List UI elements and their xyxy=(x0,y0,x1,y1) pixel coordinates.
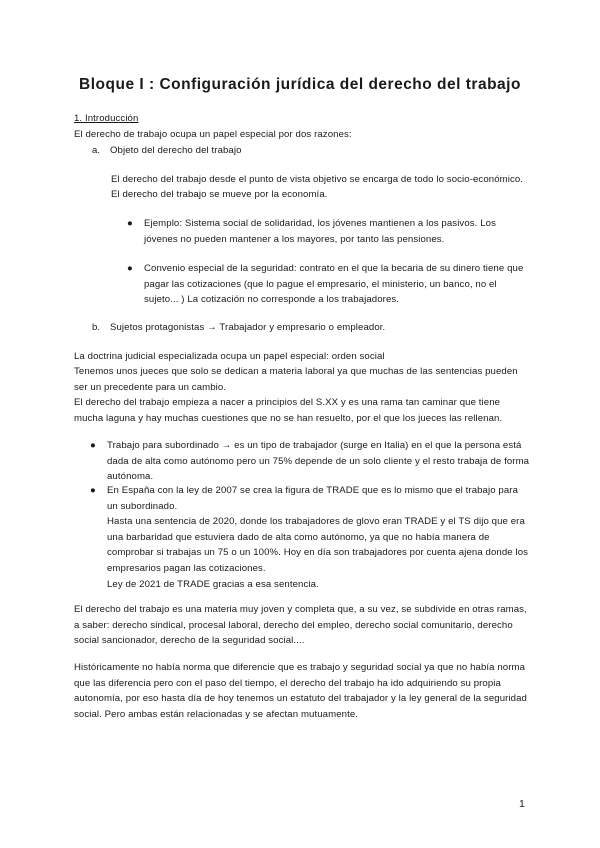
section-heading: 1. Introducción xyxy=(74,113,139,124)
doctrine-text-2: El derecho del trabajo empieza a nacer a principios del S.XX y es una rama tan caminar que tiene mucha laguna y hay muchas cuestiones que no se han resuelto, por el que los jueces las rellenan. xyxy=(74,397,503,424)
bullet-dot-icon: ● xyxy=(90,485,96,496)
list-item-a-label: Objeto del derecho del trabajo xyxy=(110,145,242,156)
page-number: 1 xyxy=(519,798,525,810)
bullet-dot-icon: ● xyxy=(90,440,96,451)
trade-bullet-1 xyxy=(90,438,530,485)
doctrine-text-1: Tenemos unos jueces que solo se dedican a materia laboral ya que muchas de las sentencias pueden ser un precedente para un cambio. xyxy=(74,366,518,393)
list-marker-b: b. xyxy=(92,322,101,333)
intro-text: El derecho de trabajo ocupa un papel especial por dos razones: xyxy=(74,129,352,140)
doctrine-lead: La doctrina judicial especializada ocupa un papel especial: orden social xyxy=(74,351,385,362)
list-item-b-label: Sujetos protagonistas → Trabajador y empresario o empleador. xyxy=(110,322,386,333)
convenio-bullet xyxy=(127,261,532,308)
bullet-dot-icon: ● xyxy=(127,218,133,229)
object-paragraph-1: El derecho del trabajo desde el punto de vista objetivo se encarga de todo lo socio-económico. xyxy=(111,174,524,185)
example-bullet xyxy=(127,216,532,247)
bullet-text-line-1: En España con la ley de 2007 se crea la figura de TRADE que es lo mismo que el trabajo para un subordinado. xyxy=(107,485,519,512)
object-paragraph-2: El derecho del trabajo se mueve por la economía. xyxy=(111,189,328,200)
bullet-text-line-3: Ley de 2021 de TRADE gracias a esa sentencia. xyxy=(107,578,319,590)
bullet-dot-icon: ● xyxy=(127,263,133,274)
closing-paragraph-2: Históricamente no había norma que diferencie que es trabajo y seguridad social ya que no había norma que las diferencia pero con el paso del tiempo, el derecho del trabajo ha ido adquiriendo su propia autonomía, por eso hasta día de hoy tenemos un estatuto del trabajador y la ley general de la seguridad social. Pero ambas están relacionadas y se afectan mutuamente. xyxy=(74,662,527,720)
bullet-text: Trabajo para subordinado → es un tipo de trabajador (surge en Italia) en el que la persona está dada de alta como autónomo pero un 75% depende de un solo cliente y el resto trabaja de forma autónoma. xyxy=(107,440,530,483)
list-item-b xyxy=(92,320,532,336)
trade-bullet-2 xyxy=(90,483,530,592)
list-marker-a: a. xyxy=(92,145,101,156)
bullet-text: Convenio especial de la seguridad: contrato en el que la becaria de su dinero tiene que pagar las cotizaciones (que lo pague el empresario, el ministerio, un banco, no el sujeto... ) La cotización no corresponde a los trabajadores. xyxy=(144,263,524,306)
document-title: Bloque I : Configuración jurídica del derecho del trabajo xyxy=(79,76,521,93)
list-item-a xyxy=(92,143,532,159)
closing-paragraph-1: El derecho del trabajo es una materia muy joven y completa que, a su vez, se subdivide en otras ramas, a saber: derecho sindical, procesal laboral, derecho del empleo, derecho social comunitario, derecho social sancionador, derecho de la seguridad social.... xyxy=(74,604,527,647)
bullet-text: Ejemplo: Sistema social de solidaridad, los jóvenes mantienen a los pasivos. Los jóvenes no pueden mantener a los mayores, por tanto las pensiones. xyxy=(144,218,496,245)
bullet-text-line-2: Hasta una sentencia de 2020, donde los trabajadores de glovo eran TRADE y el TS dijo que era una barbaridad que estuviera dado de alta como autónomo, ya que no había manera de comprobar si trabajas un 75 o un 100%. Hoy en día son trabajadores por cuenta ajena donde los empresarios pagan las cotizaciones. xyxy=(107,516,529,574)
